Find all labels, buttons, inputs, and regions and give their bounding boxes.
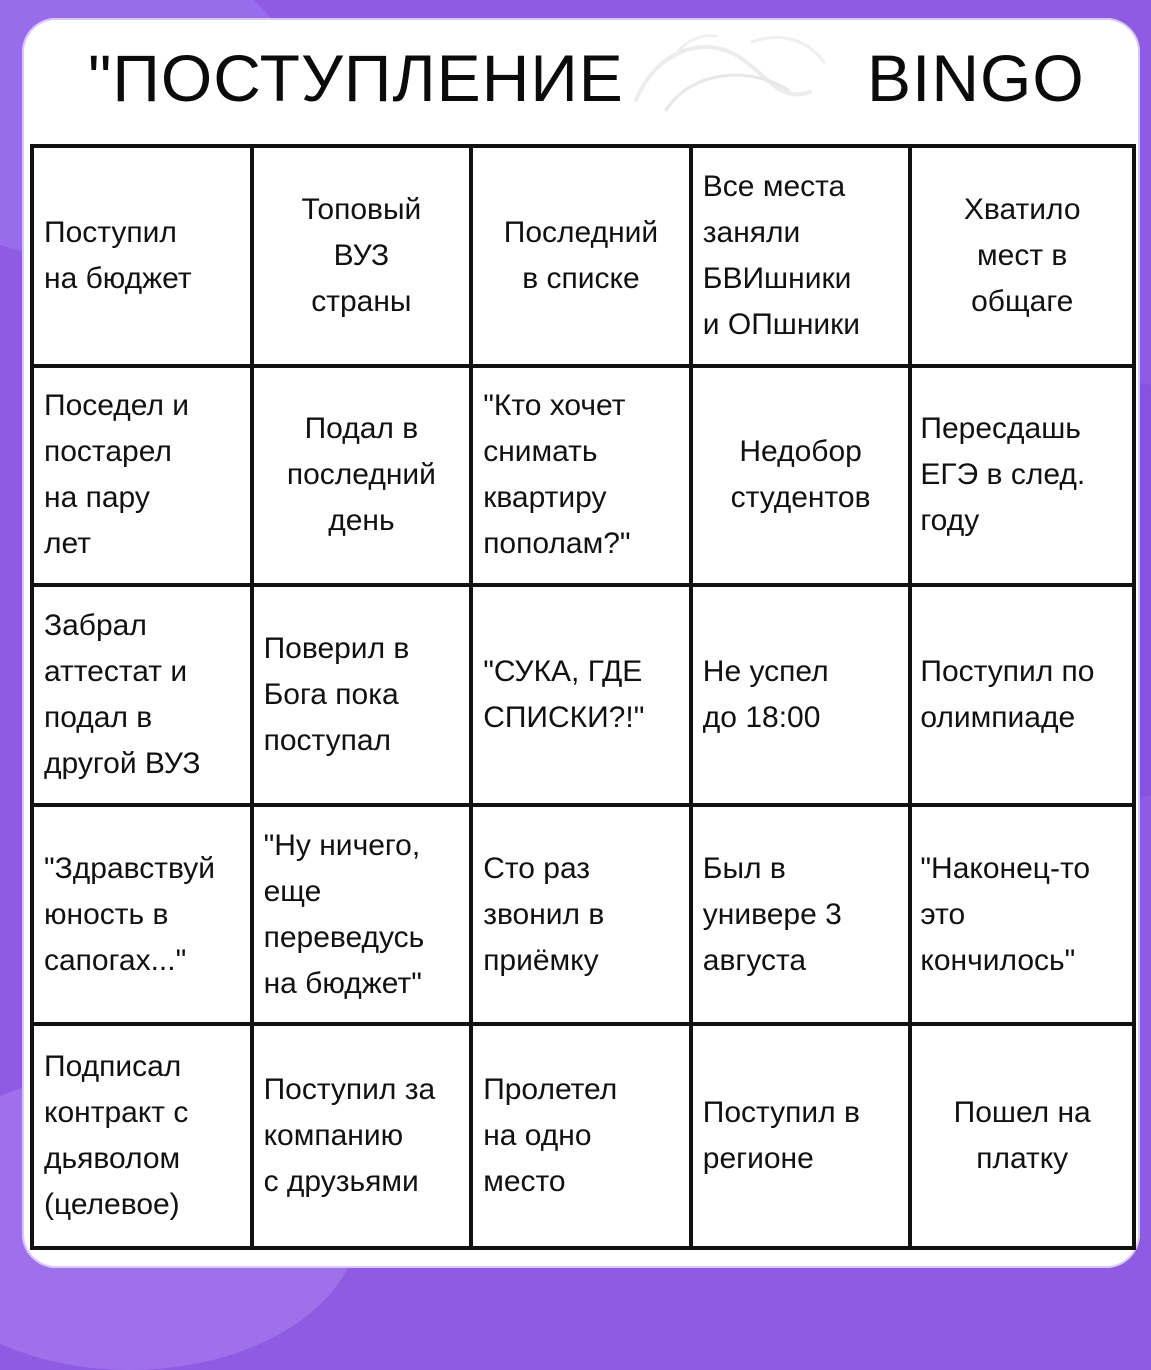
bingo-cell[interactable]: [693, 587, 913, 807]
bingo-cell-text: Все места заняли БВИшники и ОПшники: [702, 169, 861, 341]
bingo-cell[interactable]: [254, 368, 474, 588]
bingo-cell[interactable]: [34, 148, 254, 368]
bingo-cell[interactable]: [473, 587, 693, 807]
bingo-cell-text: Подал в последний день: [286, 412, 436, 538]
doodle-icon: [618, 20, 848, 130]
bingo-cell-text: Пересдашь ЕГЭ в след. году: [920, 412, 1086, 538]
bingo-cell-text: "Ну ничего, еще переведусь на бюджет": [263, 828, 425, 1000]
bingo-cell[interactable]: [34, 368, 254, 588]
bingo-cell-text: "Кто хочет снимать квартиру пополам?": [483, 389, 631, 561]
bingo-cell-text: Хватило мест в общаге: [963, 192, 1081, 318]
bingo-title: [88, 38, 1088, 118]
bingo-cell[interactable]: [912, 1026, 1132, 1246]
title-left-text: "ПОСТУПЛЕНИЕ: [88, 41, 624, 115]
bingo-cell[interactable]: [34, 1026, 254, 1246]
bingo-cell-text: Поступил на бюджет: [44, 215, 192, 295]
bingo-cell-text: Последний в списке: [503, 215, 659, 295]
bingo-cell[interactable]: [693, 148, 913, 368]
bingo-cell-text: Поседел и постарел на пару лет: [44, 389, 190, 561]
bingo-cell[interactable]: [254, 807, 474, 1027]
bingo-cell-text: Недобор студентов: [730, 435, 871, 515]
bingo-cell[interactable]: [34, 807, 254, 1027]
bingo-cell[interactable]: [912, 368, 1132, 588]
bingo-cell-text: Подписал контракт с дьяволом (целевое): [44, 1050, 189, 1222]
bingo-cell[interactable]: [473, 368, 693, 588]
bingo-cell[interactable]: [693, 807, 913, 1027]
bingo-cell[interactable]: [254, 1026, 474, 1246]
bingo-cell[interactable]: [473, 807, 693, 1027]
bingo-cell[interactable]: [254, 148, 474, 368]
bingo-cell-text: Забрал аттестат и подал в другой ВУЗ: [44, 608, 201, 780]
bingo-cell[interactable]: [912, 587, 1132, 807]
bingo-cell-text: Сто раз звонил в приёмку: [483, 851, 605, 977]
bingo-cell[interactable]: [912, 807, 1132, 1027]
bingo-cell-text: Поверил в Бога пока поступал: [263, 631, 410, 757]
bingo-cell-text: Был в универе 3 августа: [702, 851, 842, 977]
bingo-cell-text: Пошел на платку: [953, 1096, 1091, 1176]
bingo-cell-text: "СУКА, ГДЕ СПИСКИ?!": [483, 654, 645, 734]
bingo-cell[interactable]: [473, 1026, 693, 1246]
bingo-cell-text: "Здравствуй юность в сапогах...": [44, 851, 216, 977]
bingo-cell[interactable]: [473, 148, 693, 368]
bingo-cell-text: "Наконец-то это кончилось": [920, 851, 1091, 977]
bingo-cell[interactable]: [693, 1026, 913, 1246]
bingo-cell-text: Поступил по олимпиаде: [920, 654, 1095, 734]
bingo-cell[interactable]: [912, 148, 1132, 368]
title-right-text: BINGO: [867, 41, 1085, 115]
bingo-cell-text: Поступил за компанию с друзьями: [263, 1073, 436, 1199]
bingo-cell-text: Пролетел на одно место: [483, 1073, 618, 1199]
bingo-cell[interactable]: [693, 368, 913, 588]
bingo-cell[interactable]: [254, 587, 474, 807]
bingo-cell-text: Топовый ВУЗ страны: [301, 192, 422, 318]
bingo-cell-text: Поступил в регионе: [702, 1096, 860, 1176]
bingo-cell-text: Не успел до 18:00: [702, 654, 829, 734]
bingo-cell[interactable]: [34, 587, 254, 807]
bingo-grid: [30, 144, 1136, 1250]
